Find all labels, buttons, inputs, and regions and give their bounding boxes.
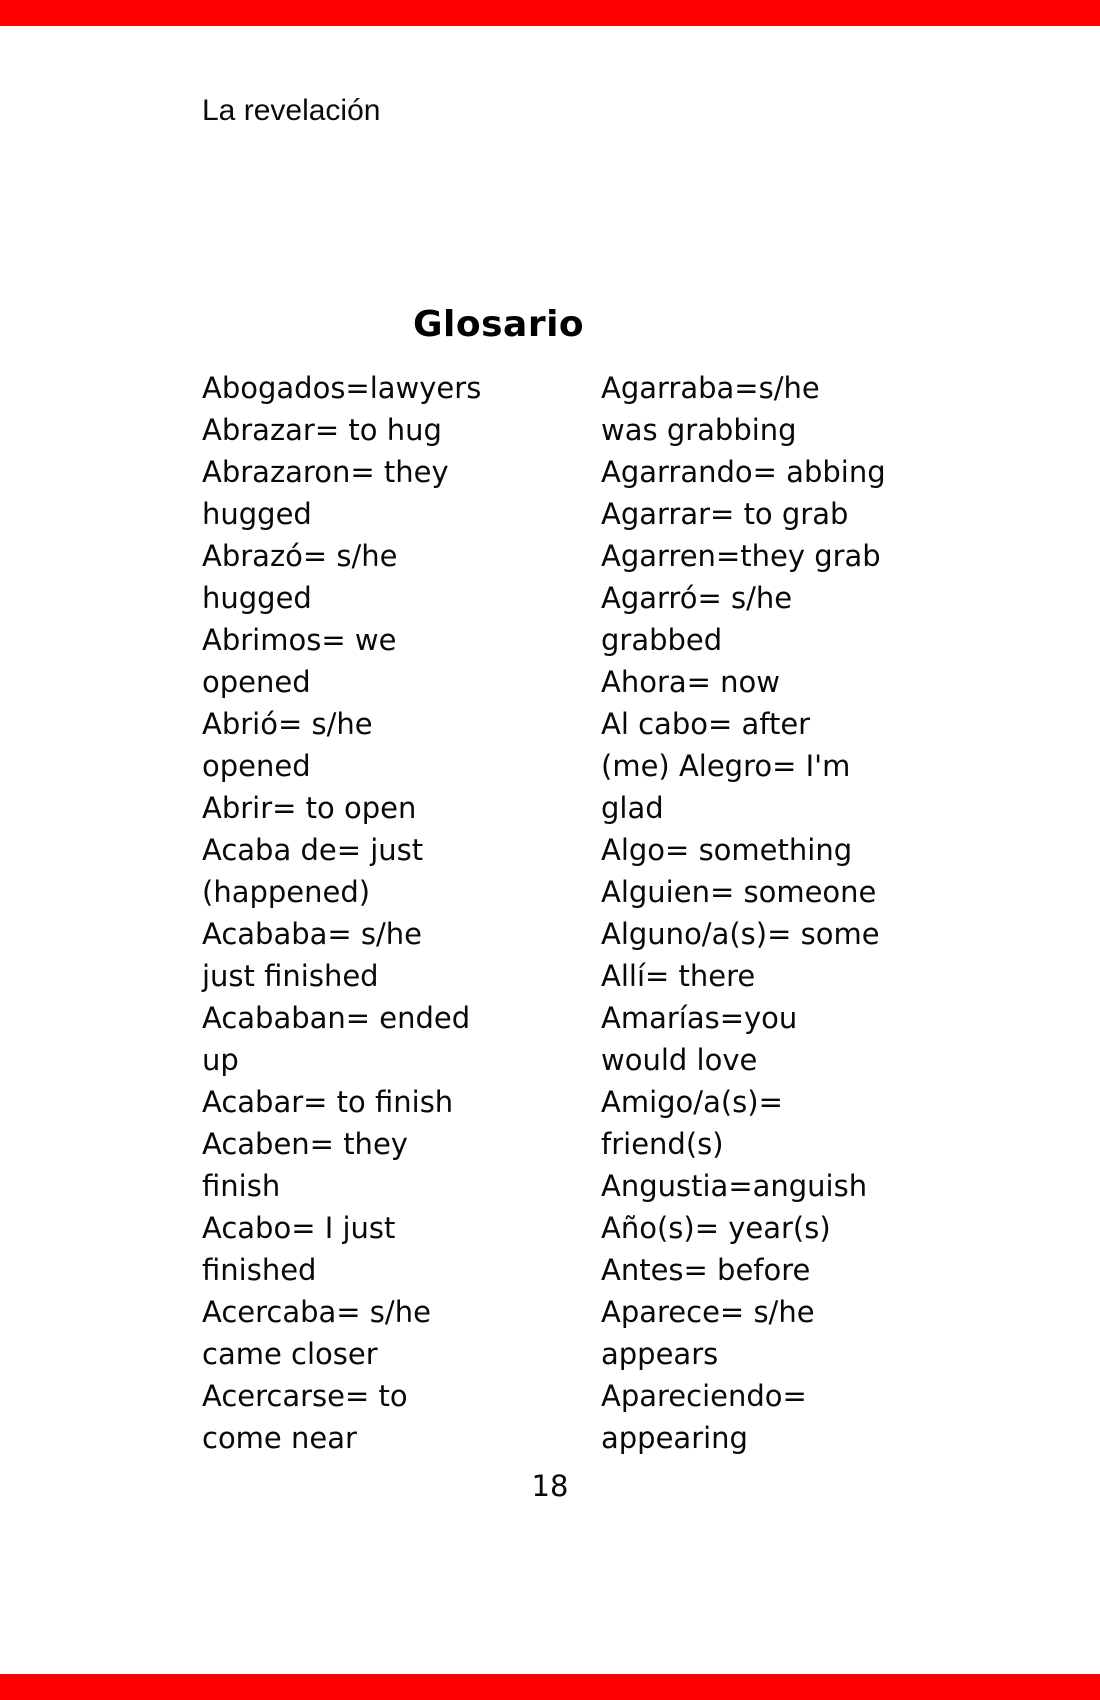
glossary-line: Abogados=lawyers	[202, 371, 482, 405]
glossary-line: finished	[202, 1253, 317, 1287]
glossary-line: Abrió= s/he	[202, 707, 373, 741]
glossary-line: Aparece= s/he	[601, 1295, 815, 1329]
glossary-line: hugged	[202, 497, 312, 531]
glossary-column-right	[601, 367, 886, 1459]
page-number: 18	[531, 1469, 569, 1503]
glossary-line: Abrazar= to hug	[202, 413, 442, 447]
glossary-line: (happened)	[202, 875, 371, 909]
glossary-line: Acabar= to finish	[202, 1085, 454, 1119]
glossary-line: Agarrar= to grab	[601, 497, 849, 531]
glossary-line: Agarró= s/he	[601, 581, 793, 615]
glossary-line: Acababan= ended	[202, 1001, 471, 1035]
glossary-column-left	[202, 367, 481, 1459]
glossary-line: Abrir= to open	[202, 791, 417, 825]
glossary-line: Angustia=anguish	[601, 1169, 868, 1203]
glossary-line: opened	[202, 665, 311, 699]
glossary-line: (me) Alegro= I'm	[601, 749, 851, 783]
glossary-line: Abrimos= we	[202, 623, 397, 657]
glossary-line: Agarren=they grab	[601, 539, 881, 573]
glossary-line: opened	[202, 749, 311, 783]
glossary-line: Ahora= now	[601, 665, 781, 699]
top-edge-marker	[0, 0, 1100, 26]
glossary-title: Glosario	[413, 304, 585, 345]
glossary-line: friend(s)	[601, 1127, 724, 1161]
glossary-line: would love	[601, 1043, 758, 1077]
glossary-line: come near	[202, 1421, 357, 1455]
glossary-line: Acabo= I just	[202, 1211, 396, 1245]
glossary-line: glad	[601, 791, 664, 825]
glossary-line: appears	[601, 1337, 719, 1371]
glossary-line: hugged	[202, 581, 312, 615]
glossary-line: Abrazaron= they	[202, 455, 449, 489]
glossary-line: Alguien= someone	[601, 875, 877, 909]
glossary-line: came closer	[202, 1337, 378, 1371]
glossary-line: Amarías=you	[601, 1001, 798, 1035]
running-header: La revelación	[202, 94, 381, 127]
glossary-line: Al cabo= after	[601, 707, 811, 741]
glossary-line: Agarraba=s/he	[601, 371, 820, 405]
glossary-line: Amigo/a(s)=	[601, 1085, 783, 1119]
glossary-line: Algo= something	[601, 833, 853, 867]
glossary-line: Acercarse= to	[202, 1379, 408, 1413]
glossary-line: Allí= there	[601, 959, 756, 993]
glossary-line: Acababa= s/he	[202, 917, 423, 951]
glossary-line: Acaba de= just	[202, 833, 424, 867]
glossary-line: Alguno/a(s)= some	[601, 917, 880, 951]
bottom-edge-marker	[0, 1674, 1100, 1700]
glossary-line: up	[202, 1043, 239, 1077]
glossary-line: was grabbing	[601, 413, 797, 447]
glossary-line: Apareciendo=	[601, 1379, 807, 1413]
glossary-line: Abrazó= s/he	[202, 539, 398, 573]
glossary-line: appearing	[601, 1421, 748, 1455]
glossary-line: Año(s)= year(s)	[601, 1211, 831, 1245]
glossary-line: Acercaba= s/he	[202, 1295, 431, 1329]
glossary-line: Agarrando= abbing	[601, 455, 886, 489]
glossary-line: Antes= before	[601, 1253, 811, 1287]
glossary-line: Acaben= they	[202, 1127, 408, 1161]
glossary-line: just finished	[202, 959, 379, 993]
glossary-line: finish	[202, 1169, 281, 1203]
glossary-line: grabbed	[601, 623, 723, 657]
